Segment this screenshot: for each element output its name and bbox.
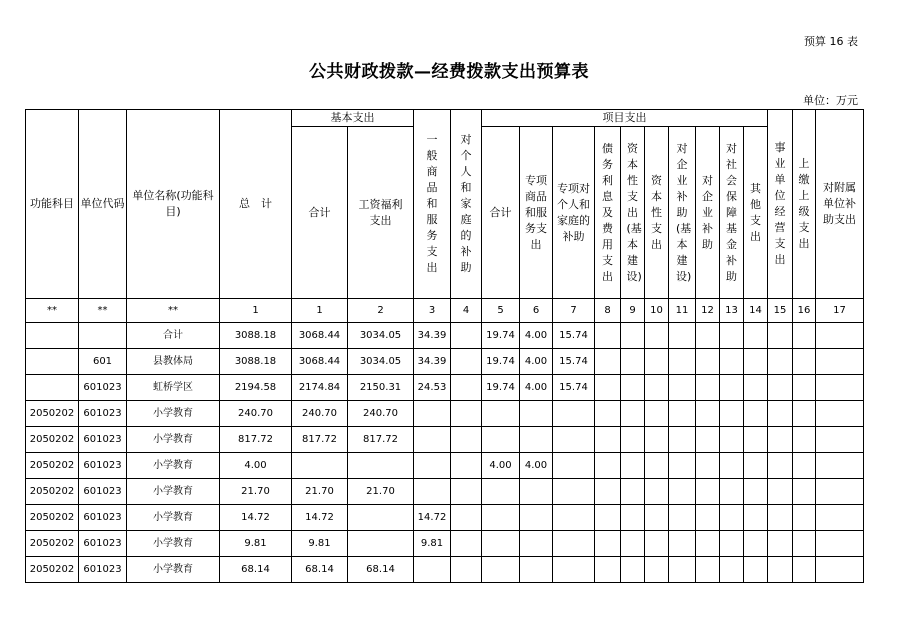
index-cell: 9: [621, 299, 645, 323]
table-cell: [621, 505, 645, 531]
table-cell: [793, 427, 816, 453]
table-cell: [696, 531, 720, 557]
table-cell: [26, 349, 79, 375]
table-cell: 2050202: [26, 401, 79, 427]
table-cell: [768, 453, 793, 479]
table-cell: [553, 531, 595, 557]
table-cell: [26, 375, 79, 401]
table-cell: [595, 349, 621, 375]
table-cell: 小学教育: [127, 557, 220, 583]
table-cell: [595, 531, 621, 557]
table-cell: 19.74: [482, 375, 520, 401]
table-cell: [696, 401, 720, 427]
table-cell: 14.72: [414, 505, 451, 531]
table-cell: 小学教育: [127, 427, 220, 453]
table-cell: 小学教育: [127, 531, 220, 557]
budget-table: [25, 109, 864, 583]
table-cell: [520, 557, 553, 583]
table-cell: 3034.05: [348, 349, 414, 375]
table-cell: [414, 479, 451, 505]
table-cell: 小学教育: [127, 401, 220, 427]
table-cell: [645, 505, 669, 531]
table-cell: [79, 323, 127, 349]
table-cell: 4.00: [482, 453, 520, 479]
table-cell: [793, 505, 816, 531]
table-cell: 9.81: [292, 531, 348, 557]
table-cell: [414, 427, 451, 453]
header-personal-subsidy: 对个人和家庭的补助: [451, 110, 482, 299]
table-cell: 601: [79, 349, 127, 375]
table-cell: [621, 323, 645, 349]
table-cell: 24.53: [414, 375, 451, 401]
table-cell: 34.39: [414, 323, 451, 349]
table-cell: 34.39: [414, 349, 451, 375]
table-cell: [595, 453, 621, 479]
table-cell: [553, 557, 595, 583]
table-cell: 2050202: [26, 453, 79, 479]
table-cell: [744, 375, 768, 401]
table-cell: [696, 427, 720, 453]
table-cell: [720, 375, 744, 401]
table-row: [26, 505, 864, 531]
table-row: [26, 531, 864, 557]
table-row: [26, 323, 864, 349]
table-cell: 19.74: [482, 349, 520, 375]
index-cell: 5: [482, 299, 520, 323]
table-cell: 601023: [79, 479, 127, 505]
table-cell: 3068.44: [292, 323, 348, 349]
table-cell: [451, 375, 482, 401]
table-cell: [520, 505, 553, 531]
index-cell: 13: [720, 299, 744, 323]
header-general-goods: 一般商品和服务支出: [414, 110, 451, 299]
index-cell: **: [26, 299, 79, 323]
table-cell: [669, 531, 696, 557]
table-cell: 601023: [79, 427, 127, 453]
table-cell: [768, 323, 793, 349]
table-cell: [645, 323, 669, 349]
table-cell: 小学教育: [127, 453, 220, 479]
index-cell: 17: [816, 299, 864, 323]
table-cell: [621, 557, 645, 583]
table-cell: 2150.31: [348, 375, 414, 401]
table-cell: [669, 375, 696, 401]
table-cell: [744, 531, 768, 557]
header-affiliated: 对附属单位补助支出: [816, 110, 864, 299]
table-cell: 601023: [79, 401, 127, 427]
table-cell: [645, 375, 669, 401]
header-upper-payment: 上缴上级支出: [793, 110, 816, 299]
table-cell: [621, 401, 645, 427]
table-cell: 21.70: [292, 479, 348, 505]
table-cell: [669, 349, 696, 375]
index-cell: **: [127, 299, 220, 323]
table-cell: [414, 557, 451, 583]
table-cell: 68.14: [292, 557, 348, 583]
table-cell: [348, 505, 414, 531]
table-row: [26, 453, 864, 479]
table-cell: [595, 505, 621, 531]
table-cell: [768, 375, 793, 401]
table-cell: [768, 349, 793, 375]
table-cell: [621, 479, 645, 505]
index-cell: 6: [520, 299, 553, 323]
table-cell: [816, 349, 864, 375]
table-cell: [816, 531, 864, 557]
table-cell: [768, 427, 793, 453]
table-cell: [768, 479, 793, 505]
table-cell: [669, 323, 696, 349]
table-cell: [816, 505, 864, 531]
table-cell: [482, 505, 520, 531]
header-unit-code: 单位代码: [79, 110, 127, 299]
index-cell: 12: [696, 299, 720, 323]
index-cell: 8: [595, 299, 621, 323]
header-other: 其他支出: [744, 127, 768, 299]
table-cell: [645, 401, 669, 427]
table-cell: 601023: [79, 453, 127, 479]
index-cell: 3: [414, 299, 451, 323]
table-cell: [451, 531, 482, 557]
table-cell: 240.70: [348, 401, 414, 427]
table-cell: [744, 479, 768, 505]
table-cell: [482, 531, 520, 557]
table-cell: [720, 453, 744, 479]
table-row: [26, 479, 864, 505]
table-cell: [621, 375, 645, 401]
table-cell: [696, 505, 720, 531]
header-social-security: 对社会保障基金补助: [720, 127, 744, 299]
table-cell: 68.14: [348, 557, 414, 583]
header-basic: 基本支出: [292, 110, 414, 127]
table-cell: 2194.58: [220, 375, 292, 401]
table-cell: 601023: [79, 531, 127, 557]
table-cell: 240.70: [220, 401, 292, 427]
table-cell: 601023: [79, 375, 127, 401]
table-cell: [595, 479, 621, 505]
table-cell: 817.72: [292, 427, 348, 453]
table-cell: [744, 505, 768, 531]
header-debt-interest: 债务利息及费用支出: [595, 127, 621, 299]
table-cell: 3088.18: [220, 349, 292, 375]
table-cell: 2174.84: [292, 375, 348, 401]
table-cell: [645, 453, 669, 479]
table-cell: 4.00: [220, 453, 292, 479]
table-cell: [793, 479, 816, 505]
table-cell: 2050202: [26, 505, 79, 531]
table-cell: [520, 401, 553, 427]
table-cell: 合计: [127, 323, 220, 349]
header-project: 项目支出: [482, 110, 768, 127]
table-row: [26, 349, 864, 375]
table-cell: [744, 557, 768, 583]
header-salary: 工资福利支出: [348, 127, 414, 299]
table-cell: 4.00: [520, 349, 553, 375]
table-cell: 3068.44: [292, 349, 348, 375]
index-cell: 1: [220, 299, 292, 323]
table-cell: [816, 323, 864, 349]
index-row: [26, 299, 864, 323]
table-cell: [595, 427, 621, 453]
table-cell: 15.74: [553, 323, 595, 349]
table-cell: [793, 375, 816, 401]
table-cell: [553, 401, 595, 427]
index-cell: 11: [669, 299, 696, 323]
table-cell: [451, 505, 482, 531]
index-cell: 2: [348, 299, 414, 323]
table-cell: 601023: [79, 557, 127, 583]
table-cell: [720, 349, 744, 375]
table-cell: [696, 557, 720, 583]
header-enterprise-infra: 对企业补助(基本建设): [669, 127, 696, 299]
header-func-code: 功能科目: [26, 110, 79, 299]
table-cell: [482, 557, 520, 583]
table-cell: 2050202: [26, 557, 79, 583]
table-cell: [768, 401, 793, 427]
table-cell: [451, 427, 482, 453]
table-cell: 4.00: [520, 375, 553, 401]
table-cell: 4.00: [520, 323, 553, 349]
header-capital: 资本性支出: [645, 127, 669, 299]
table-cell: [793, 401, 816, 427]
table-cell: [553, 505, 595, 531]
table-cell: [793, 349, 816, 375]
table-cell: [669, 557, 696, 583]
index-cell: 15: [768, 299, 793, 323]
table-cell: [595, 557, 621, 583]
table-row: [26, 557, 864, 583]
table-cell: [720, 427, 744, 453]
table-row: [26, 375, 864, 401]
table-cell: [451, 349, 482, 375]
table-cell: [595, 401, 621, 427]
table-cell: [553, 427, 595, 453]
table-cell: [816, 427, 864, 453]
table-cell: [595, 375, 621, 401]
table-cell: [816, 479, 864, 505]
table-cell: [26, 323, 79, 349]
table-cell: [621, 453, 645, 479]
header-business-unit: 事业单位经营支出: [768, 110, 793, 299]
table-cell: [645, 557, 669, 583]
table-cell: [816, 557, 864, 583]
table-cell: [720, 505, 744, 531]
table-cell: 县教体局: [127, 349, 220, 375]
index-cell: 7: [553, 299, 595, 323]
table-cell: [621, 349, 645, 375]
index-cell: 1: [292, 299, 348, 323]
table-cell: [744, 453, 768, 479]
header-unit-name: 单位名称(功能科目): [127, 110, 220, 299]
table-cell: 14.72: [292, 505, 348, 531]
table-cell: [645, 427, 669, 453]
table-cell: 2050202: [26, 427, 79, 453]
table-cell: [720, 323, 744, 349]
table-cell: 601023: [79, 505, 127, 531]
table-cell: [451, 479, 482, 505]
table-cell: [669, 479, 696, 505]
table-cell: [348, 531, 414, 557]
table-cell: [595, 323, 621, 349]
table-cell: 19.74: [482, 323, 520, 349]
table-cell: [451, 453, 482, 479]
table-cell: [482, 427, 520, 453]
table-cell: [816, 375, 864, 401]
table-cell: 2050202: [26, 531, 79, 557]
table-cell: 68.14: [220, 557, 292, 583]
table-row: [26, 401, 864, 427]
table-cell: 4.00: [520, 453, 553, 479]
table-cell: 14.72: [220, 505, 292, 531]
table-cell: [816, 453, 864, 479]
table-cell: [696, 349, 720, 375]
table-cell: [553, 453, 595, 479]
table-row: [26, 427, 864, 453]
table-cell: 817.72: [348, 427, 414, 453]
table-cell: [451, 401, 482, 427]
header-special-personal: 专项对个人和家庭的补助: [553, 127, 595, 299]
table-cell: [451, 323, 482, 349]
table-cell: [520, 427, 553, 453]
table-cell: [621, 531, 645, 557]
table-cell: [768, 531, 793, 557]
header-capital-infra: 资本性支出(基本建设): [621, 127, 645, 299]
table-cell: [793, 323, 816, 349]
table-cell: 817.72: [220, 427, 292, 453]
table-cell: [348, 453, 414, 479]
table-cell: [720, 531, 744, 557]
table-cell: [720, 557, 744, 583]
table-cell: 21.70: [220, 479, 292, 505]
index-cell: **: [79, 299, 127, 323]
table-cell: [669, 401, 696, 427]
table-cell: [451, 557, 482, 583]
header-enterprise: 对企业补助: [696, 127, 720, 299]
table-cell: [744, 349, 768, 375]
table-cell: [669, 453, 696, 479]
table-cell: [669, 505, 696, 531]
header-proj-total: 合计: [482, 127, 520, 299]
table-cell: 3088.18: [220, 323, 292, 349]
table-cell: 21.70: [348, 479, 414, 505]
table-cell: [696, 323, 720, 349]
table-cell: [696, 479, 720, 505]
table-cell: [482, 401, 520, 427]
table-cell: [292, 453, 348, 479]
page-title: 公共财政拨款—经费拨款支出预算表: [309, 62, 589, 82]
table-cell: 9.81: [414, 531, 451, 557]
unit-label: 单位：万元: [803, 94, 858, 107]
table-cell: [520, 531, 553, 557]
table-cell: [744, 323, 768, 349]
table-cell: [645, 479, 669, 505]
table-cell: 虹桥学区: [127, 375, 220, 401]
table-cell: 240.70: [292, 401, 348, 427]
table-cell: [744, 427, 768, 453]
table-cell: [414, 453, 451, 479]
table-cell: [621, 427, 645, 453]
index-cell: 16: [793, 299, 816, 323]
table-cell: 小学教育: [127, 479, 220, 505]
table-cell: [645, 349, 669, 375]
table-cell: [768, 557, 793, 583]
table-cell: [793, 531, 816, 557]
table-cell: [696, 375, 720, 401]
table-cell: 9.81: [220, 531, 292, 557]
table-cell: [414, 401, 451, 427]
table-cell: [816, 401, 864, 427]
table-cell: [720, 479, 744, 505]
index-cell: 4: [451, 299, 482, 323]
index-cell: 14: [744, 299, 768, 323]
index-cell: 10: [645, 299, 669, 323]
header-basic-total: 合计: [292, 127, 348, 299]
table-cell: 2050202: [26, 479, 79, 505]
table-cell: [645, 531, 669, 557]
table-cell: [793, 453, 816, 479]
table-cell: [793, 557, 816, 583]
table-cell: [720, 401, 744, 427]
table-cell: [744, 401, 768, 427]
table-cell: [696, 453, 720, 479]
table-cell: [553, 479, 595, 505]
table-cell: [482, 479, 520, 505]
table-cell: 15.74: [553, 349, 595, 375]
table-cell: 3034.05: [348, 323, 414, 349]
header-total: 总 计: [220, 110, 292, 299]
form-number: 预算 16 表: [804, 35, 858, 48]
table-cell: [520, 479, 553, 505]
table-cell: 15.74: [553, 375, 595, 401]
table-cell: 小学教育: [127, 505, 220, 531]
table-cell: [669, 427, 696, 453]
header-special-goods: 专项商品和服务支出: [520, 127, 553, 299]
table-cell: [768, 505, 793, 531]
